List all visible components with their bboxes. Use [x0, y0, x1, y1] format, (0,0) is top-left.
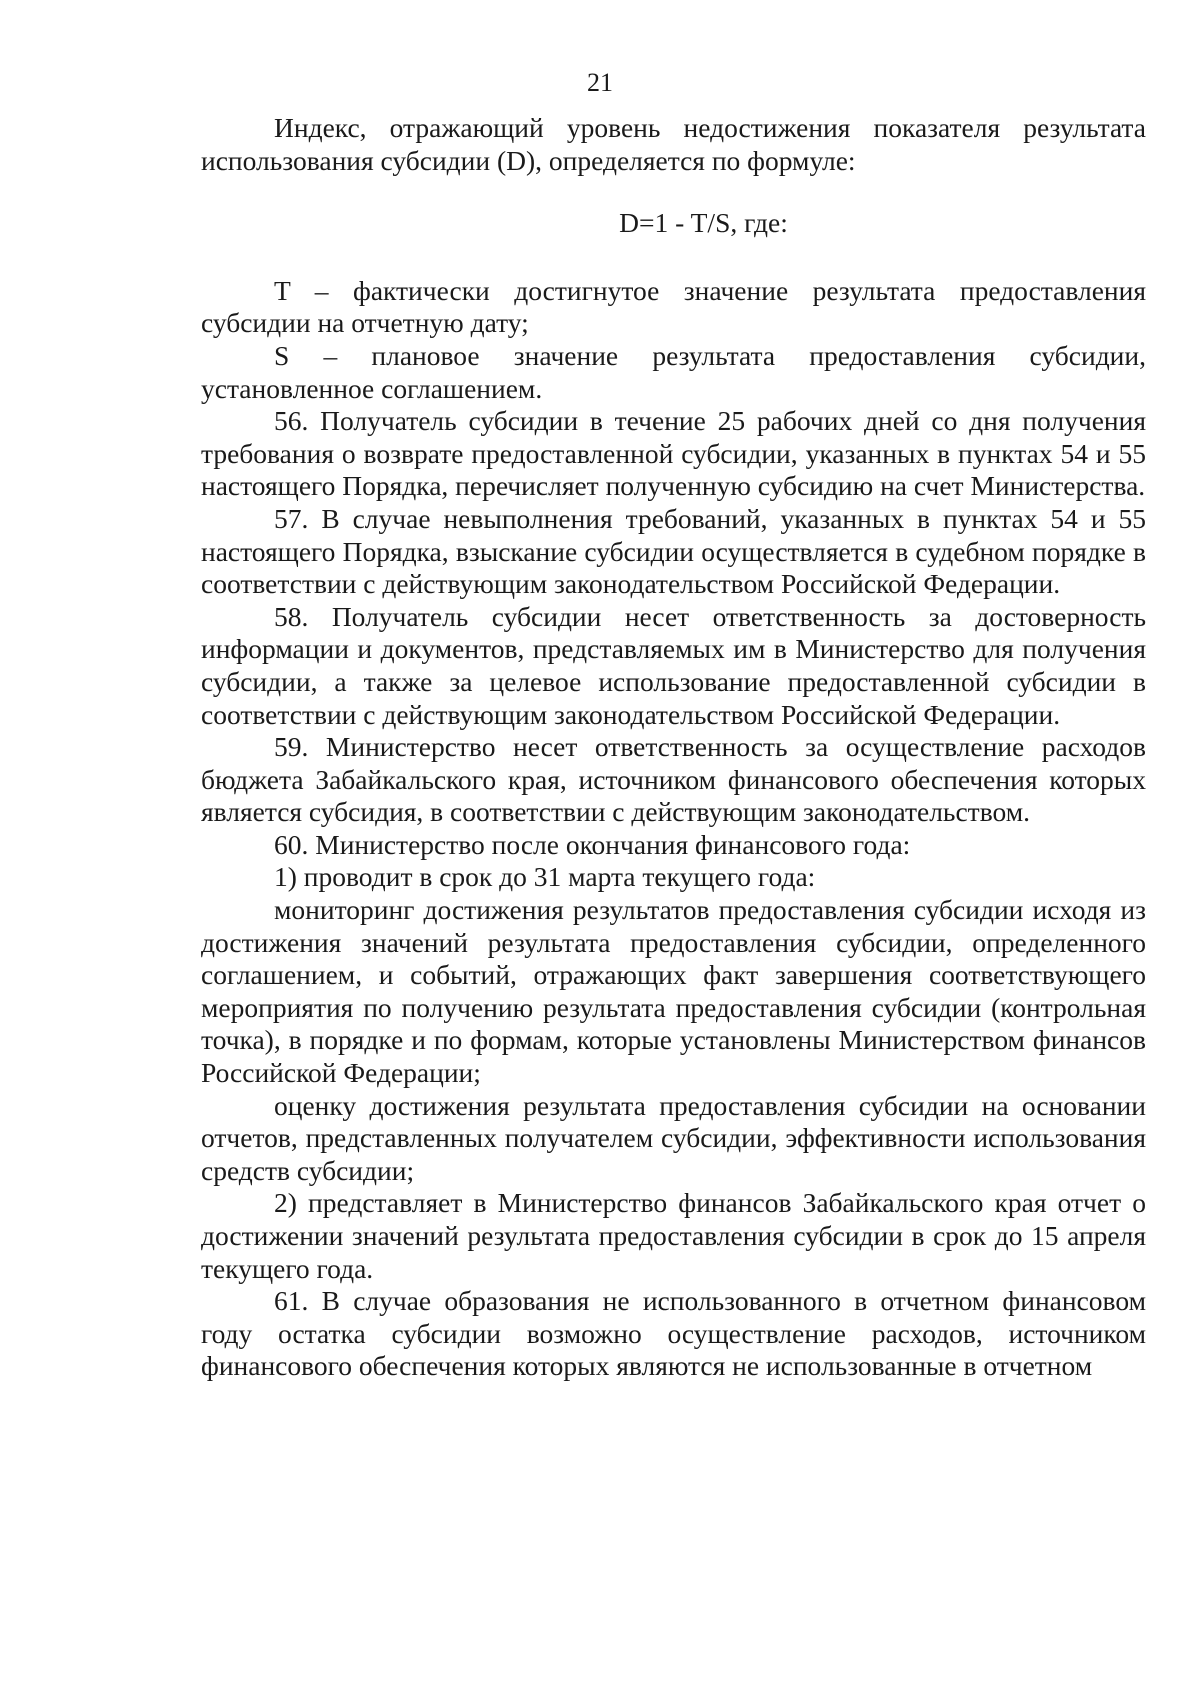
paragraph-58: 58. Получатель субсидии несет ответственность за достоверность информации и документов, представляемых им в Министерство для получения субсидии, а также за целевое использование предоставленной субсидии в соответствии с действующим законодательством Российской Федерации. [201, 600, 1146, 730]
page-number: 21 [587, 68, 613, 97]
document-body [201, 112, 1146, 1383]
paragraph-59: 59. Министерство несет ответственность за осуществление расходов бюджета Забайкальского края, источником финансового обеспечения которых является субсидия, в соответствии с действующим законодательством. [201, 731, 1146, 828]
paragraph-60: 60. Министерство после окончания финансового года: [274, 828, 911, 860]
paragraph-60-item-1-monitoring: мониторинг достижения результатов предоставления субсидии исходя из достижения значений результата предоставления субсидии, определенного соглашением, и событий, отражающих факт завершения соответствующего мероприятия по получению результата предоставления субсидии (контрольная точка), в порядке и по формам, которые установлены Министерством финансов Российской Федерации; [201, 894, 1146, 1089]
paragraph-60-item-1: 1) проводит в срок до 31 марта текущего года: [274, 861, 816, 893]
paragraph-61: 61. В случае образования не использованного в отчетном финансовом году остатка субсидии возможно осуществление расходов, источником финансового обеспечения которых являются не использованные в отчетном [201, 1285, 1146, 1382]
paragraph-intro: Индекс, отражающий уровень недостижения показателя результата использования субсидии (D), определяется по формуле: [201, 112, 1146, 176]
paragraph-56: 56. Получатель субсидии в течение 25 рабочих дней со дня получения требования о возврате предоставленной субсидии, указанных в пунктах 54 и 55 настоящего Порядка, перечисляет полученную субсидию на счет Министерства. [201, 405, 1146, 502]
formula: D=1 - T/S, где: [619, 207, 788, 239]
paragraph-60-item-2: 2) представляет в Министерство финансов Забайкальского края отчет о достижении значений результата предоставления субсидии в срок до 15 апреля текущего года. [201, 1187, 1146, 1284]
definition-t: T – фактически достигнутое значение результата предоставления субсидии на отчетную дату; [201, 274, 1146, 339]
paragraph-60-item-1-assessment: оценку достижения результата предоставления субсидии на основании отчетов, представленных получателем субсидии, эффективности использования средств субсидии; [201, 1089, 1146, 1186]
definition-s: S – плановое значение результата предоставления субсидии, установленное соглашением. [201, 339, 1146, 404]
paragraph-57: 57. В случае невыполнения требований, указанных в пунктах 54 и 55 настоящего Порядка, взыскание субсидии осуществляется в судебном порядке в соответствии с действующим законодательством Российской Федерации. [201, 502, 1146, 600]
